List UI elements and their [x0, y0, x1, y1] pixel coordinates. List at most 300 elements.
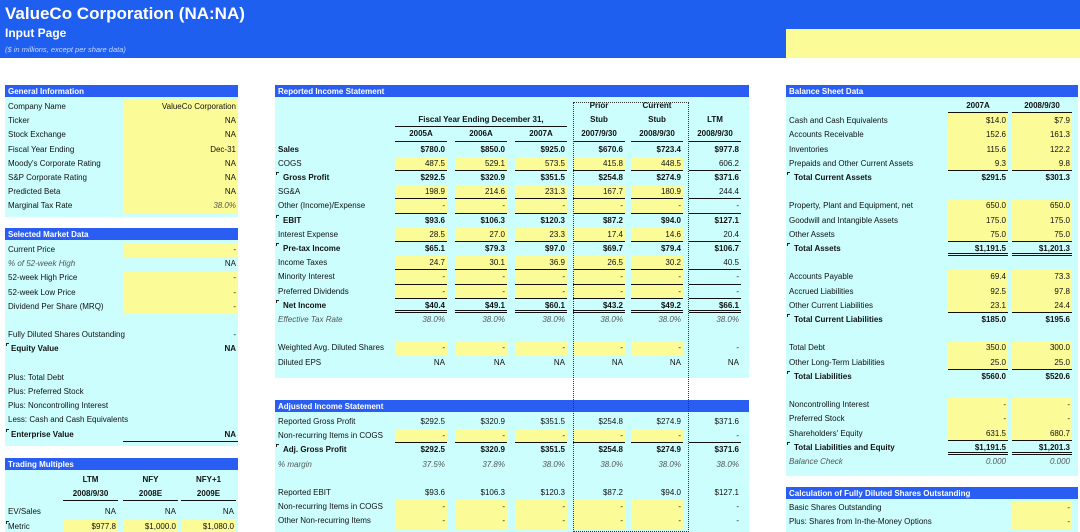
general-row — [5, 100, 238, 114]
income-value-cell[interactable]: 26.5 — [573, 256, 625, 270]
general-row — [5, 171, 238, 185]
adjusted-label — [278, 472, 396, 486]
balance-value-cell[interactable]: 25.0 — [948, 356, 1008, 370]
market-data-title: Selected Market Data — [5, 228, 238, 240]
adjusted-value-cell: $254.8 — [598, 417, 623, 426]
fdso-label: Basic Shares Outstanding — [789, 503, 882, 512]
income-value-cell[interactable]: - — [631, 270, 683, 284]
balance-value-cell[interactable]: 650.0 — [948, 199, 1008, 213]
income-value-cell[interactable]: 448.5 — [631, 157, 683, 171]
income-value-cell: NA — [553, 357, 565, 367]
market-row — [5, 243, 238, 257]
multiples-column-header: NFY+1 — [195, 475, 222, 484]
income-value-cell: $977.8 — [714, 144, 739, 154]
balance-label: Accrued Liabilities — [789, 286, 854, 296]
balance-label: Other Current Liabilities — [789, 300, 874, 310]
market-value-cell[interactable]: - — [123, 300, 238, 314]
income-value-cell: $925.0 — [540, 144, 565, 154]
adjusted-label: Non-recurring Items in COGS — [278, 431, 383, 441]
adjusted-value-cell[interactable]: - — [395, 514, 447, 528]
income-value-cell[interactable]: - — [515, 270, 567, 284]
market-value-cell: NA — [224, 344, 236, 354]
trading-multiples-title: Trading Multiples — [5, 458, 238, 470]
balance-row — [786, 356, 1078, 370]
balance-value-cell[interactable]: 300.0 — [1012, 341, 1072, 355]
market-value-cell: - — [233, 330, 236, 340]
income-value-cell[interactable]: - — [395, 341, 447, 355]
income-column-header: LTM — [707, 115, 723, 125]
balance-value-cell[interactable]: 175.0 — [948, 214, 1008, 228]
adjusted-value-cell[interactable]: - — [573, 514, 625, 528]
balance-label — [789, 185, 949, 199]
balance-row — [786, 455, 1078, 469]
multiples-value: $1,000.0 — [123, 520, 178, 532]
income-value-cell[interactable]: - — [631, 199, 683, 213]
general-row — [5, 199, 238, 213]
income-value-cell: $371.6 — [714, 173, 739, 182]
adjusted-value-cell[interactable]: - — [455, 429, 507, 443]
general-input-cell[interactable]: Dec-31 — [123, 143, 238, 157]
income-value-cell — [689, 327, 741, 341]
income-value-cell — [515, 327, 567, 341]
balance-value-cell — [1012, 384, 1072, 398]
adjusted-label: % margin — [278, 459, 312, 469]
fdso-input-cell[interactable]: - — [1012, 515, 1072, 529]
general-input-cell[interactable]: NA — [123, 185, 238, 199]
income-value-cell[interactable]: 36.9 — [515, 256, 567, 270]
income-value-cell: $79.3 — [484, 244, 505, 253]
income-value-cell[interactable]: 30.1 — [455, 256, 507, 270]
adjusted-value-cell[interactable]: - — [573, 500, 625, 514]
cell-marker-icon — [787, 442, 790, 445]
balance-value-cell[interactable]: 69.4 — [948, 270, 1008, 284]
multiples-value: NA — [222, 507, 234, 517]
general-label: S&P Corporate Rating — [8, 173, 88, 182]
adjusted-value-cell: $371.6 — [714, 445, 739, 455]
balance-value-cell[interactable]: $14.0 — [948, 114, 1008, 128]
income-label: Preferred Dividends — [278, 286, 349, 296]
income-value-cell: $60.1 — [515, 299, 567, 313]
cell-marker-icon — [276, 215, 279, 218]
balance-value-cell[interactable]: 75.0 — [948, 228, 1008, 242]
balance-label: Inventories — [789, 144, 829, 154]
income-column-header: Current — [642, 101, 672, 110]
general-row — [5, 114, 238, 128]
adjusted-value-cell[interactable]: - — [455, 514, 507, 528]
general-label: Moody's Corporate Rating — [8, 158, 101, 168]
balance-value-cell — [1012, 185, 1072, 199]
balance-header-row — [786, 99, 1078, 113]
balance-value-cell[interactable]: - — [948, 412, 1008, 426]
balance-value-cell[interactable]: 97.8 — [1012, 285, 1072, 299]
income-value-cell[interactable]: 27.0 — [455, 228, 507, 242]
market-label: Less: Cash and Cash Equivalents — [8, 415, 129, 425]
income-value-cell: $49.1 — [455, 299, 507, 313]
balance-value-cell — [948, 256, 1008, 270]
general-label: Marginal Tax Rate — [8, 201, 73, 211]
income-value-cell: - — [689, 270, 741, 284]
income-value-cell: 20.4 — [689, 228, 741, 242]
general-row — [5, 143, 238, 157]
income-value-cell[interactable]: - — [631, 285, 683, 299]
adjusted-value-cell[interactable]: - — [515, 429, 567, 443]
fdso-row — [786, 501, 1078, 515]
income-value-cell: $106.3 — [480, 215, 505, 225]
balance-label: Total Assets — [794, 244, 841, 253]
cell-marker-icon — [276, 300, 279, 303]
balance-value-cell[interactable]: 92.5 — [948, 285, 1008, 299]
header-input-cell[interactable] — [786, 29, 1080, 58]
market-value-cell: NA — [224, 259, 236, 269]
income-value-cell[interactable]: 28.5 — [395, 228, 447, 242]
balance-value-cell: $1,191.5 — [948, 441, 1008, 455]
income-value-cell: 38.0% — [482, 315, 505, 324]
balance-value-cell[interactable]: 23.1 — [948, 299, 1008, 313]
market-value-cell[interactable]: - — [123, 243, 238, 257]
balance-label: Other Long-Term Liabilities — [789, 357, 885, 367]
balance-row — [786, 114, 1078, 128]
adjusted-value-cell: $106.3 — [480, 488, 505, 497]
fdso-input-cell[interactable]: - — [1012, 501, 1072, 515]
income-value-cell[interactable]: 180.9 — [631, 185, 683, 199]
balance-value-cell[interactable]: 75.0 — [1012, 228, 1072, 242]
income-value-cell: $94.0 — [660, 215, 681, 225]
market-data-panel — [5, 228, 238, 446]
market-label: Plus: Preferred Stock — [8, 387, 84, 396]
income-value-cell: $43.2 — [573, 299, 625, 313]
income-value-cell: $670.6 — [598, 144, 623, 154]
income-value-cell: 38.0% — [422, 315, 445, 324]
market-row — [5, 428, 238, 442]
general-input-cell[interactable]: NA — [123, 157, 238, 171]
balance-row — [786, 313, 1078, 327]
general-row — [5, 185, 238, 199]
adjusted-label: Reported EBIT — [278, 488, 331, 497]
income-label — [278, 327, 396, 341]
income-value-cell: $79.4 — [660, 244, 681, 253]
general-input-cell[interactable]: NA — [123, 114, 238, 128]
income-value-cell: 244.4 — [689, 185, 741, 199]
adjusted-value-cell: $320.9 — [480, 417, 505, 426]
balance-value-cell: 0.000 — [985, 457, 1006, 466]
income-value-cell: 40.5 — [689, 256, 741, 270]
adjusted-value-cell: $254.8 — [598, 445, 623, 455]
balance-value-cell[interactable]: 650.0 — [1012, 199, 1072, 213]
income-value-cell[interactable]: 30.2 — [631, 256, 683, 270]
income-value-cell[interactable]: - — [395, 285, 447, 299]
balance-value-cell — [948, 327, 1008, 341]
income-value-cell[interactable]: 573.5 — [515, 157, 567, 171]
page-subtitle: Input Page — [5, 26, 67, 40]
adjusted-label: Non-recurring Items in COGS — [278, 502, 383, 512]
cell-marker-icon — [6, 429, 9, 432]
income-value-cell[interactable]: - — [515, 199, 567, 213]
balance-value-cell[interactable]: 631.5 — [948, 427, 1008, 441]
market-label: 52-week High Price — [8, 273, 78, 283]
multiples-header-row — [5, 473, 238, 487]
income-value-cell: $69.7 — [602, 244, 623, 253]
income-value-cell[interactable]: - — [573, 341, 625, 355]
balance-label: Property, Plant and Equipment, net — [789, 201, 913, 211]
balance-row — [786, 370, 1078, 384]
balance-value-cell[interactable]: 9.3 — [948, 157, 1008, 171]
balance-value-cell[interactable]: 161.3 — [1012, 128, 1072, 142]
income-label: Other (Income)/Expense — [278, 201, 366, 211]
balance-value-cell[interactable]: 350.0 — [948, 341, 1008, 355]
balance-value-cell[interactable]: 73.3 — [1012, 270, 1072, 284]
income-column-header — [455, 99, 507, 113]
income-value-cell: $127.1 — [714, 215, 739, 225]
balance-row — [786, 185, 1078, 199]
balance-value-cell[interactable]: 175.0 — [1012, 214, 1072, 228]
income-value-cell: $850.0 — [480, 144, 505, 154]
income-label: Minority Interest — [278, 272, 335, 282]
market-value-cell — [123, 371, 238, 385]
balance-value-cell[interactable]: 9.8 — [1012, 157, 1072, 171]
balance-label: Total Liabilities and Equity — [794, 442, 895, 452]
balance-value-cell[interactable]: - — [1012, 412, 1072, 426]
adjusted-value-cell: $127.1 — [714, 488, 739, 497]
income-label: Diluted EPS — [278, 357, 322, 367]
income-value-cell[interactable]: - — [573, 270, 625, 284]
income-value-cell[interactable]: - — [573, 199, 625, 213]
adjusted-value-cell[interactable]: - — [631, 500, 683, 514]
income-label: Pre-tax Income — [283, 244, 341, 253]
multiples-column-header: 2008/9/30 — [63, 487, 118, 501]
income-value-cell[interactable]: - — [631, 341, 683, 355]
cell-marker-icon — [276, 243, 279, 246]
balance-row — [786, 214, 1078, 228]
income-value-cell: NA — [727, 357, 739, 367]
trading-multiples-panel — [5, 458, 238, 532]
general-input-cell[interactable]: NA — [123, 171, 238, 185]
balance-value-cell[interactable]: 115.6 — [948, 143, 1008, 157]
stub-period-outline — [573, 102, 689, 532]
balance-value-cell[interactable]: 24.4 — [1012, 299, 1072, 313]
income-value-cell: $97.0 — [544, 244, 565, 253]
balance-label: Other Assets — [789, 229, 835, 239]
balance-value-cell[interactable]: 152.6 — [948, 128, 1008, 142]
income-value-cell: $65.1 — [424, 244, 445, 253]
adjusted-value-cell — [455, 472, 507, 486]
income-label: Interest Expense — [278, 229, 339, 239]
income-value-cell — [455, 327, 507, 341]
units-note: ($ in millions, except per share data) — [5, 45, 126, 54]
adjusted-value-cell: $93.6 — [424, 488, 445, 497]
market-row — [5, 385, 238, 399]
balance-value-cell — [948, 384, 1008, 398]
income-value-cell: $49.2 — [631, 299, 683, 313]
balance-value-cell: $1,191.5 — [948, 242, 1008, 256]
income-column-header: 2007A — [515, 127, 567, 141]
balance-label: Prepaids and Other Current Assets — [789, 158, 914, 168]
market-label: Equity Value — [11, 344, 59, 354]
income-value-cell: 38.0% — [600, 315, 623, 324]
income-value-cell: $292.5 — [420, 173, 445, 182]
income-value-cell[interactable]: 487.5 — [395, 157, 447, 171]
market-row — [5, 314, 238, 328]
adjusted-value-cell: $87.2 — [602, 488, 623, 497]
adjusted-value-cell[interactable]: - — [395, 429, 447, 443]
adjusted-value-cell[interactable]: - — [455, 500, 507, 514]
income-label: EBIT — [283, 215, 302, 225]
balance-row — [786, 199, 1078, 213]
income-value-cell[interactable]: 198.9 — [395, 185, 447, 199]
market-row — [5, 271, 238, 285]
income-label: Income Taxes — [278, 258, 328, 268]
balance-label: Total Current Liabilities — [794, 315, 883, 324]
adjusted-value-cell: 38.0% — [600, 459, 623, 469]
market-value-cell — [123, 399, 238, 413]
fdso-label: Plus: Shares from In-the-Money Options — [789, 517, 932, 527]
income-value-cell[interactable]: - — [455, 285, 507, 299]
income-value-cell[interactable]: - — [573, 285, 625, 299]
income-value-cell[interactable]: - — [395, 199, 447, 213]
adjusted-value-cell: 38.0% — [658, 459, 681, 469]
balance-value-cell — [948, 185, 1008, 199]
balance-value-cell[interactable]: - — [1012, 398, 1072, 412]
general-row — [5, 157, 238, 171]
market-label: Plus: Noncontrolling Interest — [8, 401, 109, 411]
cell-marker-icon — [6, 343, 9, 346]
income-value-cell[interactable]: 231.3 — [515, 185, 567, 199]
income-value-cell[interactable]: - — [455, 341, 507, 355]
general-label: Stock Exchange — [8, 130, 66, 140]
balance-label: Total Liabilities — [794, 371, 852, 381]
general-information-panel — [5, 85, 238, 217]
balance-sheet-title: Balance Sheet Data — [786, 85, 1078, 97]
multiples-column-header: 2008E — [123, 487, 178, 501]
balance-label — [789, 327, 949, 341]
market-value-cell — [123, 413, 238, 427]
page-title: ValueCo Corporation (NA:NA) — [5, 4, 245, 23]
balance-value-cell[interactable]: 680.7 — [1012, 427, 1072, 441]
multiples-row — [5, 505, 238, 519]
adjusted-value-cell: 37.5% — [422, 459, 445, 469]
balance-value-cell: $195.6 — [1045, 315, 1070, 324]
adjusted-value-cell: 38.0% — [542, 459, 565, 469]
balance-column-header: 2008/9/30 — [1012, 99, 1072, 113]
balance-row — [786, 384, 1078, 398]
income-value-cell: $120.3 — [540, 215, 565, 225]
adjusted-value-cell: $371.6 — [714, 417, 739, 426]
income-value-cell[interactable]: - — [455, 199, 507, 213]
multiples-value: NA — [104, 507, 116, 517]
income-column-header — [689, 99, 741, 113]
income-value-cell: 38.0% — [716, 315, 739, 324]
adjusted-value-cell: $274.9 — [656, 417, 681, 426]
balance-value-cell[interactable]: 122.2 — [1012, 143, 1072, 157]
income-column-header: 2007/9/30 — [573, 127, 625, 141]
income-value-cell[interactable]: 14.6 — [631, 228, 683, 242]
income-column-header: Stub — [648, 115, 666, 125]
general-label: Ticker — [8, 116, 30, 126]
income-column-header: 2008/9/30 — [689, 127, 741, 141]
general-label: Company Name — [8, 102, 66, 111]
adjusted-value-cell[interactable]: - — [515, 514, 567, 528]
adjusted-value-cell: $120.3 — [540, 488, 565, 497]
adjusted-value-cell — [395, 472, 447, 486]
balance-value-cell: $291.5 — [981, 173, 1006, 182]
income-value-cell: $40.4 — [395, 299, 447, 313]
adjusted-value-cell: 37.8% — [482, 459, 505, 469]
adjusted-value-cell[interactable]: - — [573, 429, 625, 443]
balance-row — [786, 143, 1078, 157]
adjusted-value-cell[interactable]: - — [631, 514, 683, 528]
adjusted-value-cell: $292.5 — [420, 445, 445, 455]
general-input-cell[interactable]: 38.0% — [123, 199, 238, 213]
balance-row — [786, 427, 1078, 441]
adjusted-value-cell — [515, 472, 567, 486]
income-value-cell[interactable]: 24.7 — [395, 256, 447, 270]
general-input-cell[interactable]: ValueCo Corporation — [123, 100, 238, 114]
income-value-cell[interactable]: 167.7 — [573, 185, 625, 199]
income-label: Effective Tax Rate — [278, 315, 343, 324]
balance-value-cell[interactable]: $7.9 — [1012, 114, 1072, 128]
income-value-cell[interactable]: - — [515, 285, 567, 299]
balance-value-cell[interactable]: - — [948, 398, 1008, 412]
adjusted-value-cell[interactable]: - — [631, 429, 683, 443]
balance-row — [786, 398, 1078, 412]
balance-label — [789, 384, 949, 398]
balance-row — [786, 171, 1078, 185]
market-value-cell — [123, 357, 238, 371]
general-input-cell[interactable]: NA — [123, 128, 238, 142]
income-value-cell[interactable]: - — [515, 341, 567, 355]
balance-label: Balance Check — [789, 457, 843, 466]
income-value-cell: 38.0% — [542, 315, 565, 324]
balance-row — [786, 441, 1078, 455]
income-column-header: 2008/9/30 — [631, 127, 683, 141]
balance-value-cell[interactable]: 25.0 — [1012, 356, 1072, 370]
income-value-cell[interactable]: 214.6 — [455, 185, 507, 199]
income-value-cell: $66.1 — [689, 299, 741, 313]
market-value-cell[interactable]: - — [123, 271, 238, 285]
balance-row — [786, 270, 1078, 284]
fiscal-year-label: Fiscal Year Ending December 31, — [395, 113, 567, 127]
adjusted-value-cell[interactable]: - — [395, 500, 447, 514]
income-value-cell[interactable]: 529.1 — [455, 157, 507, 171]
balance-column-header: 2007A — [948, 99, 1008, 113]
adjusted-value-cell[interactable]: - — [515, 500, 567, 514]
market-row — [5, 357, 238, 371]
market-value-cell[interactable]: - — [123, 286, 238, 300]
income-value-cell[interactable]: 23.3 — [515, 228, 567, 242]
multiples-value: $1,080.0 — [181, 520, 236, 532]
multiples-header-row — [5, 487, 238, 501]
income-value-cell[interactable]: - — [395, 270, 447, 284]
income-column-header: Prior — [589, 101, 609, 110]
adjusted-label: Reported Gross Profit — [278, 417, 356, 426]
general-information-title: General Information — [5, 85, 238, 97]
income-value-cell: 38.0% — [658, 315, 681, 324]
adjusted-value-cell: $320.9 — [480, 445, 505, 455]
cell-marker-icon — [276, 172, 279, 175]
market-row — [5, 399, 238, 413]
income-value-cell[interactable]: 415.8 — [573, 157, 625, 171]
fdso-title: Calculation of Fully Diluted Shares Outstanding — [786, 487, 1078, 499]
market-row — [5, 257, 238, 271]
balance-row — [786, 412, 1078, 426]
income-value-cell[interactable]: - — [455, 270, 507, 284]
general-label: Fiscal Year Ending — [8, 144, 75, 154]
cell-marker-icon — [787, 243, 790, 246]
multiples-value: $977.8 — [63, 520, 118, 532]
balance-label: Shareholders' Equity — [789, 428, 863, 438]
income-value-cell[interactable]: 17.4 — [573, 228, 625, 242]
income-value-cell — [395, 327, 447, 341]
multiples-label: EV/Sales — [8, 507, 41, 517]
